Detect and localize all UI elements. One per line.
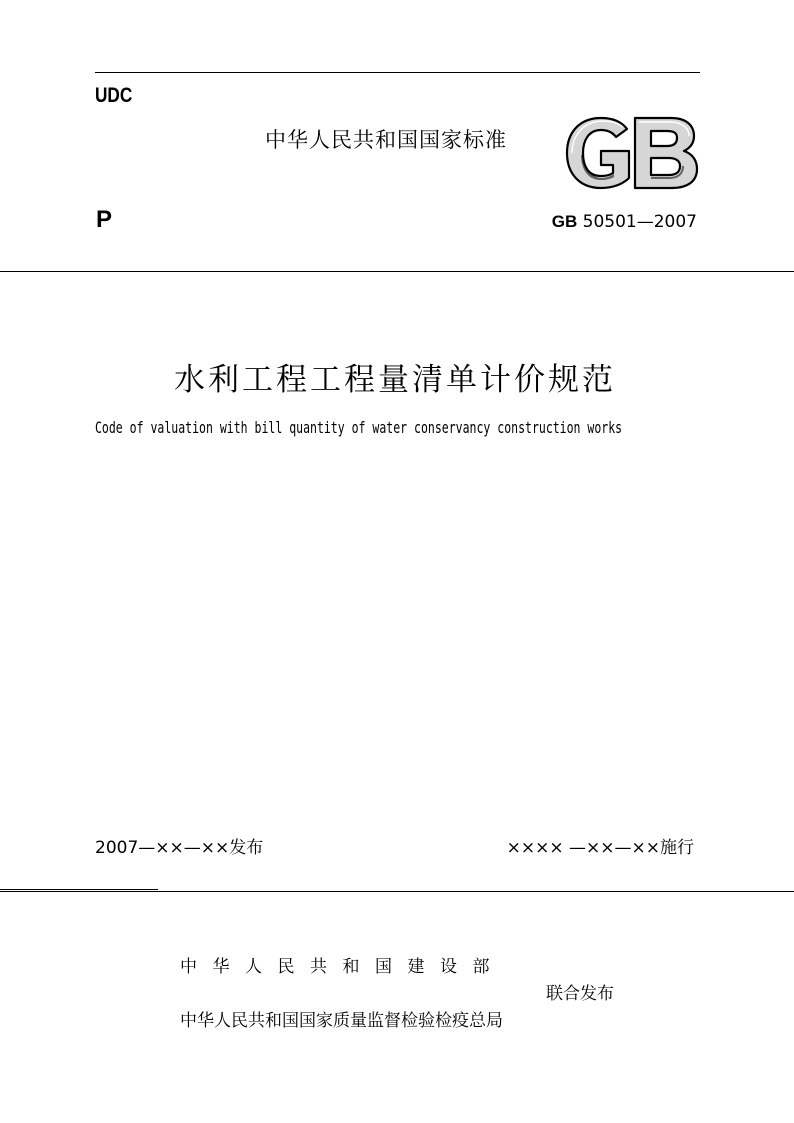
document-title-text: 水利工程工程量清单计价规范 [174, 362, 616, 398]
issuer-ministry: 中华人民共和国建设部 [180, 957, 505, 977]
document-title [0, 354, 794, 399]
english-title: Code of valuation with bill quantity of water conservancy construction works [95, 418, 623, 437]
issuer-aqsiq: 中华人民共和国国家质量监督检验检疫总局 [180, 1011, 503, 1031]
issue-date: 2007—××—××发布 [95, 838, 264, 858]
top-rule [95, 72, 700, 73]
effective-date: ×××× —××—××施行 [506, 838, 694, 858]
standard-prefix: GB [551, 212, 578, 231]
standard-type: 中华人民共和国国家标准 [265, 128, 507, 152]
joint-issue-label: 联合发布 [546, 984, 614, 1004]
footer-divider-short [0, 889, 158, 890]
header-divider [0, 271, 794, 272]
footer-divider [0, 891, 794, 892]
gb-logo-icon [563, 115, 701, 191]
udc-label: UDC [95, 84, 133, 107]
standard-number-value: 50501—2007 [582, 212, 697, 232]
standard-number [552, 212, 697, 232]
classification-code: P [96, 206, 113, 233]
